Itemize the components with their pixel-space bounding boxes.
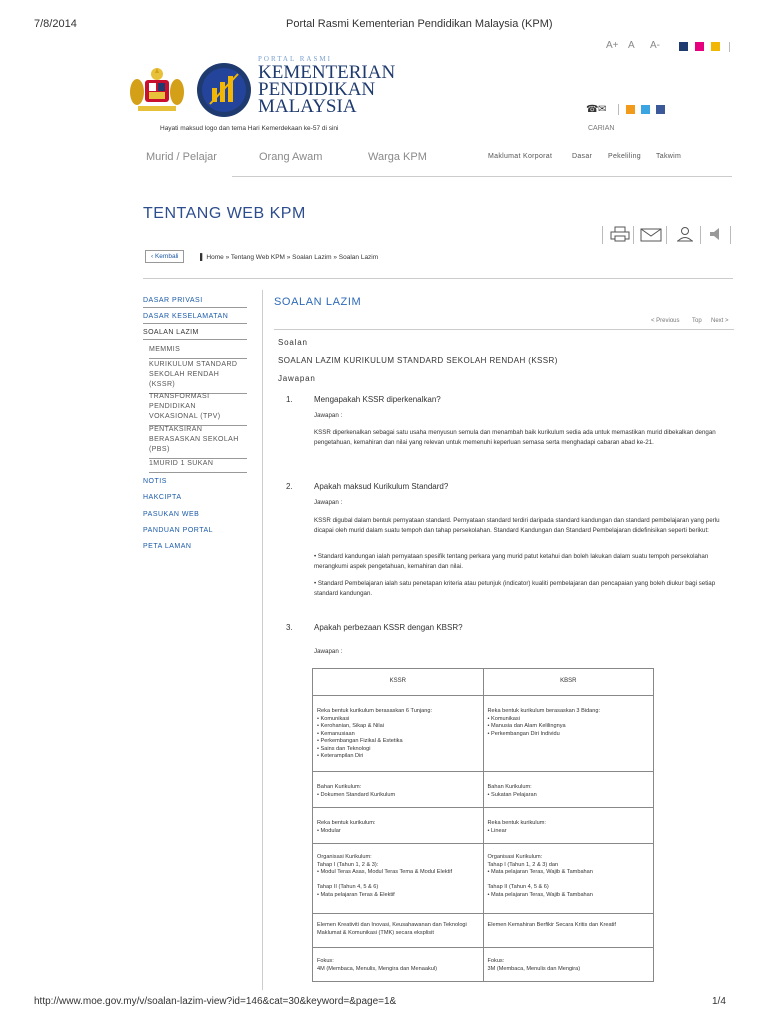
sidebar-link-hakcipta-text[interactable]: HAKCIPTA [143,494,182,501]
table-cell: Elemen Kreativiti dan Inovasi, Keusahawanan dan Teknologi Maklumat & Komunikasi (TMK) secara eksplisit [313,914,484,948]
sidebar-sub-pbs[interactable]: PENTAKSIRAN BERASASKAN SEKOLAH (PBS) [149,425,247,459]
font-increase-button[interactable]: A+ [606,40,619,51]
answer-paragraph: KSSR diperkenalkan sebagai satu usaha menyusun semula dan menambah baik kurikulum sedia ada untuk memastikan murid dibekalkan dengan pengetahuan, kemahiran dan nilai yang relevan untuk memenuhi keperluan semasa serta menghadapi cabaran abad ke-21. [314,429,716,446]
sidebar-sub-memmis[interactable]: MEMMIS [149,345,247,359]
answer-paragraph: KSSR digubal dalam bentuk pernyataan standard. Pernyataan standard terdiri daripada standard kandungan dan standard pembelajaran yang perlu dicapai oleh murid dalam suatu tempoh dan tahap persekolahan. Standard Kandungan dan Standard Pembelajaran didefinisikan seperti berikut: [314,517,720,534]
print-icon[interactable] [610,226,630,247]
content-divider [274,329,734,330]
nav-murid-pelajar[interactable]: Murid / Pelajar [146,151,217,163]
phone-icon[interactable]: ☎ [586,104,599,115]
table-row [313,696,654,772]
sidebar-link-pasukan-web [143,511,199,518]
rss-icon[interactable] [626,105,635,114]
table-row [313,948,654,982]
question-number: 1. [286,395,293,404]
header-divider [729,42,730,52]
answer-paragraph: • Standard Pembelajaran ialah satu penetapan kriteria atau petunjuk (indicator) kualiti pembelajaran dan pencapaian yang boleh diukur bagi setiap standard kandungan. [314,580,716,597]
sidebar-link-notis [143,478,167,485]
nav-warga-kpm[interactable]: Warga KPM [368,151,427,163]
table-header-kssr: KSSR [313,669,484,696]
table-cell: Reka bentuk kurikulum berasaskan 3 Bidang: • Komunikasi • Manusia dan Alam Kelilingnya • Perkembangan Diri Individu [483,696,654,772]
table-row [313,808,654,844]
sidebar-link-pasukan-web-text[interactable]: PASUKAN WEB [143,511,200,518]
ministry-line-2: PENDIDIKAN [258,79,376,100]
back-button[interactable]: ‹ Kembali [145,250,184,263]
tools-divider-1 [602,226,603,244]
previous-link[interactable]: < Previous [651,318,680,324]
table-cell: Elemen Kemahiran Berfikir Secara Kritis dan Kreatif [483,914,654,948]
sidebar-link-peta-laman [143,543,191,550]
search-label: CARIAN [588,125,615,132]
theme-pink-swatch[interactable] [695,42,704,51]
sidebar-link-dasar-keselamatan[interactable]: DASAR KESELAMATAN [143,313,229,320]
portal-rasmi-label: PORTAL RASMI [258,55,332,63]
sidebar-link-dasar-privasi[interactable]: DASAR PRIVASI [143,297,203,304]
page-title: TENTANG WEB KPM [143,205,306,222]
breadcrumb-text[interactable]: Home » Tentang Web KPM » Soalan Lazim » Soalan Lazim [206,254,379,261]
search-input[interactable] [586,123,732,135]
nav-takwim[interactable]: Takwim [656,153,682,160]
breadcrumb: ▌ Home » Tentang Web KPM » Soalan Lazim » Soalan Lazim [200,254,379,261]
next-link[interactable]: Next > [711,318,729,324]
content-heading: SOALAN LAZIM [274,296,362,308]
question-text: Apakah perbezaan KSSR dengan KBSR? [314,623,463,632]
sidebar-divider [262,290,263,990]
jawapan-sublabel: Jawapan : [314,648,343,655]
kpm-logo-icon[interactable] [196,62,252,118]
print-url: http://www.moe.gov.my/v/soalan-lazim-view?id=146&cat=30&keyword=&page=1& [34,996,397,1007]
ministry-name [258,64,395,115]
sidebar-item-dasar-keselamatan[interactable] [143,313,247,324]
sidebar-link-notis-text[interactable]: NOTIS [143,478,167,485]
font-decrease-button[interactable]: A- [650,40,660,51]
top-link[interactable]: Top [692,318,702,324]
question-text: Mengapakah KSSR diperkenalkan? [314,395,441,404]
sidebar-item-soalan-lazim[interactable]: SOALAN LAZIM [143,329,247,340]
jawapan-sublabel: Jawapan : [314,499,343,506]
twitter-icon[interactable] [641,105,650,114]
email-icon[interactable]: ✉ [598,104,607,115]
tools-divider-3 [666,226,667,244]
sidebar-sub-1murid-1sukan[interactable]: 1MURID 1 SUKAN [149,459,247,473]
table-cell: Bahan Kurikulum: • Dokumen Standard Kurikulum [313,772,484,808]
theme-yellow-swatch[interactable] [711,42,720,51]
print-page-number: 1/4 [712,996,726,1007]
table-cell: Bahan Kurikulum: • Sukatan Pelajaran [483,772,654,808]
table-cell: Fokus: 4M (Membaca, Menulis, Mengira dan Menaakul) [313,948,484,982]
table-cell: Organisasi Kurikulum: Tahap I (Tahun 1, 2 & 3) dan • Mata pelajaran Teras, Wajib & Tambahan Tahap II (Tahun 4, 5 & 6) • Mata pelajaran Teras, Wajib & Tambahan [483,844,654,914]
table-cell: Reka bentuk kurikulum berasaskan 6 Tunjang: • Komunikasi • Kerohanian, Sikap & Nilai • Kemanusiaan • Perkembangan Fizikal & Estetika • Sains dan Teknologi • Keterampilan Diri [313,696,484,772]
table-row [313,772,654,808]
sidebar-sub-tpv[interactable]: TRANSFORMASI PENDIDIKAN VOKASIONAL (TPV) [149,392,247,426]
sidebar-link-hakcipta [143,494,182,501]
sidebar-link-peta-laman-text[interactable]: PETA LAMAN [143,543,192,550]
tools-divider-4 [700,226,701,244]
breadcrumb-divider [143,278,733,279]
sidebar-link-panduan-portal-text[interactable]: PANDUAN PORTAL [143,527,214,534]
table-header-row [313,669,654,696]
sidebar-link-panduan-portal [143,527,213,534]
sidebar-sub-kssr[interactable]: KURIKULUM STANDARD SEKOLAH RENDAH (KSSR) [149,360,247,394]
tools-divider-5 [730,226,731,244]
soalan-label: Soalan [278,338,308,347]
table-row [313,914,654,948]
ministry-line-3: MALAYSIA [258,96,357,117]
table-row [313,844,654,914]
nav-pekeliling[interactable]: Pekeliling [608,153,641,160]
coat-of-arms-logo [128,64,186,114]
question-number: 2. [286,482,293,491]
sidebar-item-dasar-privasi[interactable] [143,297,247,308]
nav-maklumat-korporat[interactable]: Maklumat Korporat [488,153,553,160]
print-date: 7/8/2014 [34,18,77,30]
icon-divider [618,104,619,115]
table-cell: Organisasi Kurikulum: Tahap I (Tahun 1, 2 & 3): • Modul Teras Asas, Modul Teras Tema & Modul Elektif Tahap II (Tahun 4, 5 & 6) • Mata pelajaran Teras & Elektif [313,844,484,914]
question-number: 3. [286,623,293,632]
table-cell: Reka bentuk kurikulum: • Modular [313,808,484,844]
jawapan-label: Jawapan [278,374,316,383]
nav-orang-awam[interactable]: Orang Awam [259,151,323,163]
nav-dasar[interactable]: Dasar [572,153,593,160]
question-text: Apakah maksud Kurikulum Standard? [314,482,449,491]
soalan-title: SOALAN LAZIM KURIKULUM STANDARD SEKOLAH RENDAH (KSSR) [278,356,558,365]
speaker-icon[interactable] [708,227,724,246]
listen-icon[interactable] [674,226,696,247]
tools-divider-2 [633,226,634,244]
print-title: Portal Rasmi Kementerian Pendidikan Malaysia (KPM) [286,18,553,30]
nav-divider [232,176,732,177]
answer-paragraph: • Standard kandungan ialah pernyataan spesifik tentang perkara yang murid patut ketahui dan boleh lakukan dalam suatu tempoh persekolahan merangkumi aspek pengetahuan, kemahiran dan nilai. [314,553,709,570]
font-normal-button[interactable]: A [628,40,635,51]
logo-tagline-link[interactable]: Hayati maksud logo dan tema Hari Kemerdekaan ke-57 di sini [160,125,339,132]
table-cell: Reka bentuk kurikulum: • Linear [483,808,654,844]
table-header-kbsr: KBSR [483,669,654,696]
jawapan-sublabel: Jawapan : [314,412,343,419]
table-cell: Fokus: 3M (Membaca, Menulis dan Mengira) [483,948,654,982]
theme-blue-swatch[interactable] [679,42,688,51]
facebook-icon[interactable] [656,105,665,114]
ministry-line-1: KEMENTERIAN [258,62,396,83]
email-page-icon[interactable] [640,228,662,247]
comparison-table [312,668,654,982]
